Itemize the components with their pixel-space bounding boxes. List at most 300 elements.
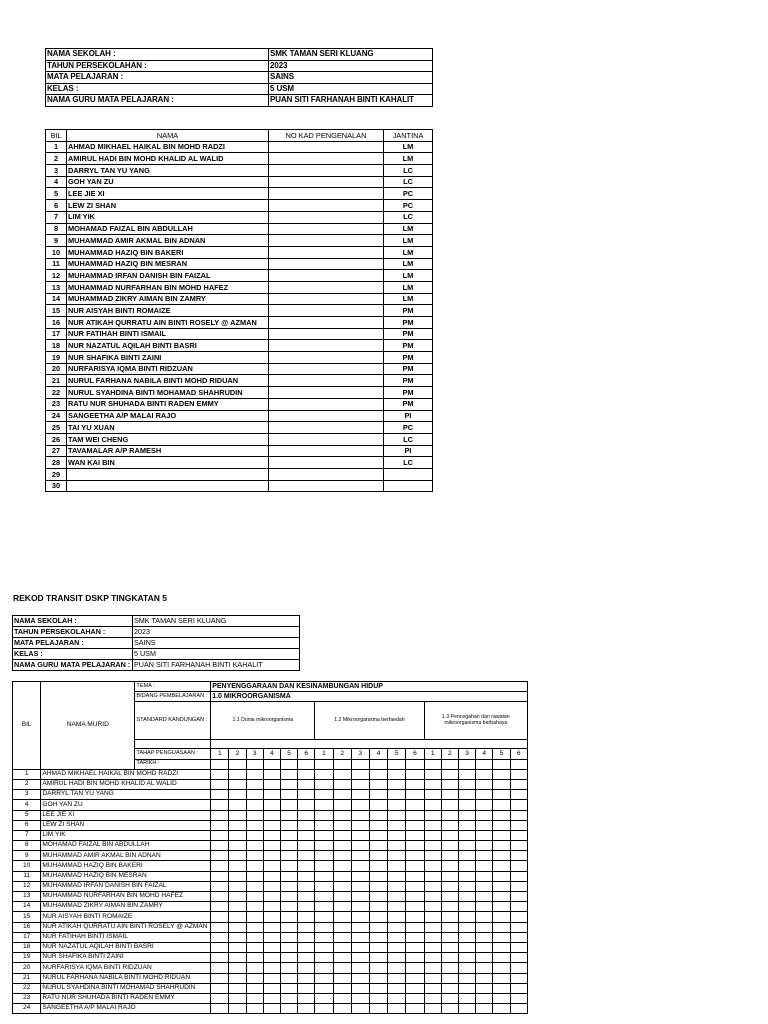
score-cell [315, 800, 333, 810]
header-gender: JANTINA [384, 130, 433, 142]
student-name [67, 468, 269, 480]
student-bil: 10 [46, 246, 67, 258]
score-cell [211, 820, 229, 830]
score-cell [229, 851, 246, 861]
score-cell [493, 790, 510, 800]
score-cell [211, 922, 229, 932]
score-cell [369, 830, 387, 840]
score-cell [458, 861, 475, 871]
student-bil: 29 [46, 468, 67, 480]
student-bil: 11 [46, 258, 67, 270]
score-cell [458, 912, 475, 922]
score-cell [263, 963, 280, 973]
level-cell: 1 [315, 749, 333, 759]
student-ic [269, 281, 384, 293]
score-cell [406, 983, 424, 993]
score-cell [458, 983, 475, 993]
score-cell [298, 973, 315, 983]
student-bil: 28 [46, 457, 67, 469]
score-cell [369, 973, 387, 983]
student-bil: 6 [46, 200, 67, 212]
table-row [46, 387, 433, 399]
score-cell [333, 942, 351, 952]
student-name: AHMAD MIKHAEL HAIKAL BIN MOHD RADZI [67, 141, 269, 153]
score-cell [280, 892, 297, 902]
student-gender [384, 468, 433, 480]
student-bil: 3 [46, 165, 67, 177]
score-cell [441, 902, 458, 912]
table-row [13, 963, 528, 973]
score-cell [315, 953, 333, 963]
table-row [46, 188, 433, 200]
score-cell [211, 902, 229, 912]
student-ic [269, 328, 384, 340]
score-cell [246, 779, 263, 789]
score-cell [476, 790, 493, 800]
score-cell [263, 983, 280, 993]
record-bil: 23 [13, 993, 41, 1003]
student-gender: PM [384, 317, 433, 329]
record-bil: 14 [13, 902, 41, 912]
score-cell [263, 881, 280, 891]
score-cell [263, 841, 280, 851]
score-cell [493, 861, 510, 871]
record-bil: 11 [13, 871, 41, 881]
score-cell [246, 841, 263, 851]
score-cell [406, 871, 424, 881]
student-gender: LC [384, 433, 433, 445]
score-cell [333, 820, 351, 830]
record-bil: 6 [13, 820, 41, 830]
score-cell [351, 881, 369, 891]
student-bil: 8 [46, 223, 67, 235]
school-info-row [46, 95, 433, 107]
student-name: LIM YIK [67, 211, 269, 223]
score-cell [441, 851, 458, 861]
score-cell [476, 973, 493, 983]
score-cell [424, 953, 441, 963]
table-row [46, 363, 433, 375]
student-gender: LC [384, 165, 433, 177]
student-name: WAN KAI BIN [67, 457, 269, 469]
score-cell [388, 973, 406, 983]
record-name: AMIRUL HADI BIN MOHD KHALID AL WALID [41, 779, 211, 789]
score-cell [388, 922, 406, 932]
score-cell [298, 912, 315, 922]
score-cell [280, 922, 297, 932]
score-cell [246, 902, 263, 912]
score-cell [246, 820, 263, 830]
score-cell [458, 810, 475, 820]
level-cell: 1 [424, 749, 441, 759]
table-row [13, 810, 528, 820]
student-gender: PM [384, 305, 433, 317]
score-cell [211, 963, 229, 973]
record-name: SANGEETHA A/P MALAI RAJO [41, 1004, 211, 1014]
score-cell [388, 851, 406, 861]
score-cell [263, 892, 280, 902]
score-cell [315, 881, 333, 891]
score-cell [315, 851, 333, 861]
record-bil: 5 [13, 810, 41, 820]
score-cell [458, 871, 475, 881]
table-row [13, 790, 528, 800]
student-gender: LM [384, 246, 433, 258]
student-gender: LM [384, 235, 433, 247]
score-cell [406, 820, 424, 830]
tema-label: TEMA : [135, 682, 211, 692]
student-ic [269, 165, 384, 177]
score-cell [280, 820, 297, 830]
info-label: TAHUN PERSEKOLAHAN : [46, 60, 269, 72]
score-cell [424, 769, 441, 779]
score-cell [298, 983, 315, 993]
score-cell [510, 790, 528, 800]
score-cell [458, 963, 475, 973]
level-cell: 1 [211, 749, 229, 759]
table-row [13, 902, 528, 912]
score-cell [280, 993, 297, 1003]
info-label: NAMA GURU MATA PELAJARAN : [46, 95, 269, 107]
record-info-value: SAINS [133, 638, 300, 649]
score-cell [211, 983, 229, 993]
student-gender: PM [384, 340, 433, 352]
score-cell [406, 779, 424, 789]
table-row [13, 922, 528, 932]
table-row [46, 375, 433, 387]
score-cell [441, 1004, 458, 1014]
table-row [13, 820, 528, 830]
score-cell [298, 779, 315, 789]
score-cell [369, 1004, 387, 1014]
student-name: LEW ZI SHAN [67, 200, 269, 212]
score-cell [298, 963, 315, 973]
tema-value: PENYENGGARAAN DAN KESINAMBUNGAN HIDUP [211, 682, 528, 692]
score-cell [263, 902, 280, 912]
student-name: MUHAMMAD HAZIQ BIN BAKERI [67, 246, 269, 258]
score-cell [406, 851, 424, 861]
student-bil: 5 [46, 188, 67, 200]
score-cell [211, 1004, 229, 1014]
score-cell [211, 851, 229, 861]
tarikh-cell [406, 759, 424, 769]
score-cell [263, 871, 280, 881]
info-value: 2023 [269, 60, 433, 72]
score-cell [229, 861, 246, 871]
score-cell [388, 779, 406, 789]
score-cell [229, 912, 246, 922]
table-row [13, 1004, 528, 1014]
score-cell [369, 810, 387, 820]
student-gender: PC [384, 188, 433, 200]
score-cell [441, 973, 458, 983]
score-cell [476, 892, 493, 902]
score-cell [510, 942, 528, 952]
student-ic [269, 363, 384, 375]
score-cell [315, 973, 333, 983]
score-cell [406, 841, 424, 851]
score-cell [441, 800, 458, 810]
score-cell [351, 963, 369, 973]
score-cell [388, 983, 406, 993]
score-cell [211, 810, 229, 820]
score-cell [476, 841, 493, 851]
level-cell: 4 [369, 749, 387, 759]
score-cell [476, 912, 493, 922]
school-info-table [45, 48, 433, 107]
score-cell [424, 983, 441, 993]
student-gender: LC [384, 457, 433, 469]
student-bil: 17 [46, 328, 67, 340]
score-cell [493, 922, 510, 932]
score-cell [476, 922, 493, 932]
score-cell [441, 861, 458, 871]
record-name: MUHAMMAD AMIR AKMAL BIN ADNAN [41, 851, 211, 861]
header-bil: BIL [46, 130, 67, 142]
score-cell [388, 892, 406, 902]
score-cell [493, 953, 510, 963]
student-ic [269, 246, 384, 258]
student-ic [269, 457, 384, 469]
tarikh-cell [441, 759, 458, 769]
record-name: MUHAMMAD HAZIQ BIN BAKERI [41, 861, 211, 871]
school-info-body [46, 49, 433, 107]
score-cell [211, 892, 229, 902]
score-cell [246, 790, 263, 800]
table-row [13, 769, 528, 779]
score-cell [458, 851, 475, 861]
score-cell [476, 942, 493, 952]
table-row [46, 305, 433, 317]
score-cell [476, 779, 493, 789]
table-row [46, 410, 433, 422]
table-row [46, 468, 433, 480]
score-cell [406, 790, 424, 800]
score-cell [280, 779, 297, 789]
level-cell: 2 [333, 749, 351, 759]
score-cell [298, 851, 315, 861]
score-cell [315, 902, 333, 912]
score-cell [333, 963, 351, 973]
score-cell [388, 841, 406, 851]
record-info-label: MATA PELAJARAN : [13, 638, 133, 649]
record-name: NURFARISYA IQMA BINTI RIDZUAN [41, 963, 211, 973]
record-bil-header: BIL [13, 682, 41, 770]
score-cell [351, 871, 369, 881]
score-cell [476, 1004, 493, 1014]
score-cell [424, 800, 441, 810]
score-cell [298, 790, 315, 800]
score-cell [476, 902, 493, 912]
score-cell [351, 790, 369, 800]
score-cell [351, 800, 369, 810]
score-cell [493, 963, 510, 973]
score-cell [493, 769, 510, 779]
score-cell [458, 841, 475, 851]
level-cell: 3 [458, 749, 475, 759]
score-cell [424, 820, 441, 830]
table-row [46, 433, 433, 445]
score-cell [424, 922, 441, 932]
score-cell [424, 1004, 441, 1014]
info-value: SAINS [269, 72, 433, 84]
score-cell [458, 790, 475, 800]
record-school-info-body [13, 616, 300, 671]
score-cell [333, 983, 351, 993]
score-cell [211, 942, 229, 952]
record-info-row [13, 616, 300, 627]
score-cell [229, 800, 246, 810]
student-ic [269, 468, 384, 480]
score-cell [298, 993, 315, 1003]
score-cell [441, 779, 458, 789]
score-cell [493, 881, 510, 891]
record-bil: 4 [13, 800, 41, 810]
score-cell [458, 932, 475, 942]
student-name: TAM WEI CHENG [67, 433, 269, 445]
student-ic [269, 433, 384, 445]
score-cell [458, 769, 475, 779]
score-cell [406, 769, 424, 779]
score-cell [441, 820, 458, 830]
student-name: NUR FATIHAH BINTI ISMAIL [67, 328, 269, 340]
score-cell [298, 830, 315, 840]
score-cell [333, 830, 351, 840]
score-cell [406, 963, 424, 973]
score-cell [476, 881, 493, 891]
student-ic [269, 480, 384, 492]
score-cell [510, 1004, 528, 1014]
score-cell [476, 983, 493, 993]
score-cell [510, 841, 528, 851]
student-gender: PM [384, 375, 433, 387]
student-ic [269, 270, 384, 282]
score-cell [246, 953, 263, 963]
score-cell [298, 800, 315, 810]
score-cell [510, 830, 528, 840]
score-cell [315, 830, 333, 840]
score-cell [280, 841, 297, 851]
score-cell [476, 932, 493, 942]
table-row [46, 141, 433, 153]
score-cell [263, 810, 280, 820]
score-cell [333, 800, 351, 810]
score-cell [229, 902, 246, 912]
score-cell [510, 861, 528, 871]
tarikh-cell [229, 759, 246, 769]
score-cell [369, 790, 387, 800]
record-info-label: KELAS : [13, 649, 133, 660]
score-cell [229, 810, 246, 820]
score-cell [406, 830, 424, 840]
score-cell [369, 861, 387, 871]
tarikh-cell [315, 759, 333, 769]
student-ic [269, 422, 384, 434]
school-info-row [46, 49, 433, 61]
score-cell [246, 973, 263, 983]
score-cell [211, 830, 229, 840]
score-cell [493, 1004, 510, 1014]
score-cell [406, 973, 424, 983]
score-cell [333, 953, 351, 963]
score-cell [333, 779, 351, 789]
score-cell [229, 953, 246, 963]
score-cell [493, 810, 510, 820]
score-cell [510, 912, 528, 922]
info-value: SMK TAMAN SERI KLUANG [269, 49, 433, 61]
student-name: MUHAMMAD IRFAN DANISH BIN FAIZAL [67, 270, 269, 282]
student-ic [269, 375, 384, 387]
student-ic [269, 317, 384, 329]
score-cell [458, 779, 475, 789]
score-cell [229, 769, 246, 779]
score-cell [493, 820, 510, 830]
score-cell [211, 871, 229, 881]
score-cell [211, 800, 229, 810]
score-cell [458, 892, 475, 902]
score-cell [476, 810, 493, 820]
score-cell [476, 769, 493, 779]
score-cell [406, 993, 424, 1003]
student-name: GOH YAN ZU [67, 176, 269, 188]
score-cell [280, 912, 297, 922]
tarikh-cell [263, 759, 280, 769]
score-cell [458, 830, 475, 840]
score-cell [369, 820, 387, 830]
score-cell [263, 851, 280, 861]
score-cell [315, 892, 333, 902]
score-cell [351, 851, 369, 861]
student-gender: PC [384, 422, 433, 434]
score-cell [315, 820, 333, 830]
student-ic [269, 340, 384, 352]
table-row [46, 398, 433, 410]
score-cell [211, 779, 229, 789]
score-cell [369, 942, 387, 952]
score-cell [263, 932, 280, 942]
student-list-header-row [46, 130, 433, 142]
score-cell [493, 800, 510, 810]
student-name: NUR AISYAH BINTI ROMAIZE [67, 305, 269, 317]
tarikh-cell [369, 759, 387, 769]
level-cell: 6 [298, 749, 315, 759]
score-cell [229, 790, 246, 800]
record-info-row [13, 638, 300, 649]
dskp-record-body [13, 682, 528, 1014]
score-cell [369, 871, 387, 881]
student-bil: 1 [46, 141, 67, 153]
level-cell: 5 [493, 749, 510, 759]
score-cell [315, 841, 333, 851]
score-cell [229, 820, 246, 830]
school-info-row [46, 83, 433, 95]
school-info-row [46, 72, 433, 84]
student-gender: LM [384, 258, 433, 270]
student-bil: 18 [46, 340, 67, 352]
student-bil: 27 [46, 445, 67, 457]
table-row [46, 281, 433, 293]
score-cell [280, 963, 297, 973]
student-ic [269, 410, 384, 422]
standard-1-1: 1.1 Dunia mikroorganisma [211, 702, 315, 740]
score-cell [406, 902, 424, 912]
score-cell [510, 881, 528, 891]
student-bil: 19 [46, 352, 67, 364]
score-cell [280, 983, 297, 993]
score-cell [369, 993, 387, 1003]
record-name: NUR FATIHAH BINTI ISMAIL [41, 932, 211, 942]
student-gender: PC [384, 200, 433, 212]
